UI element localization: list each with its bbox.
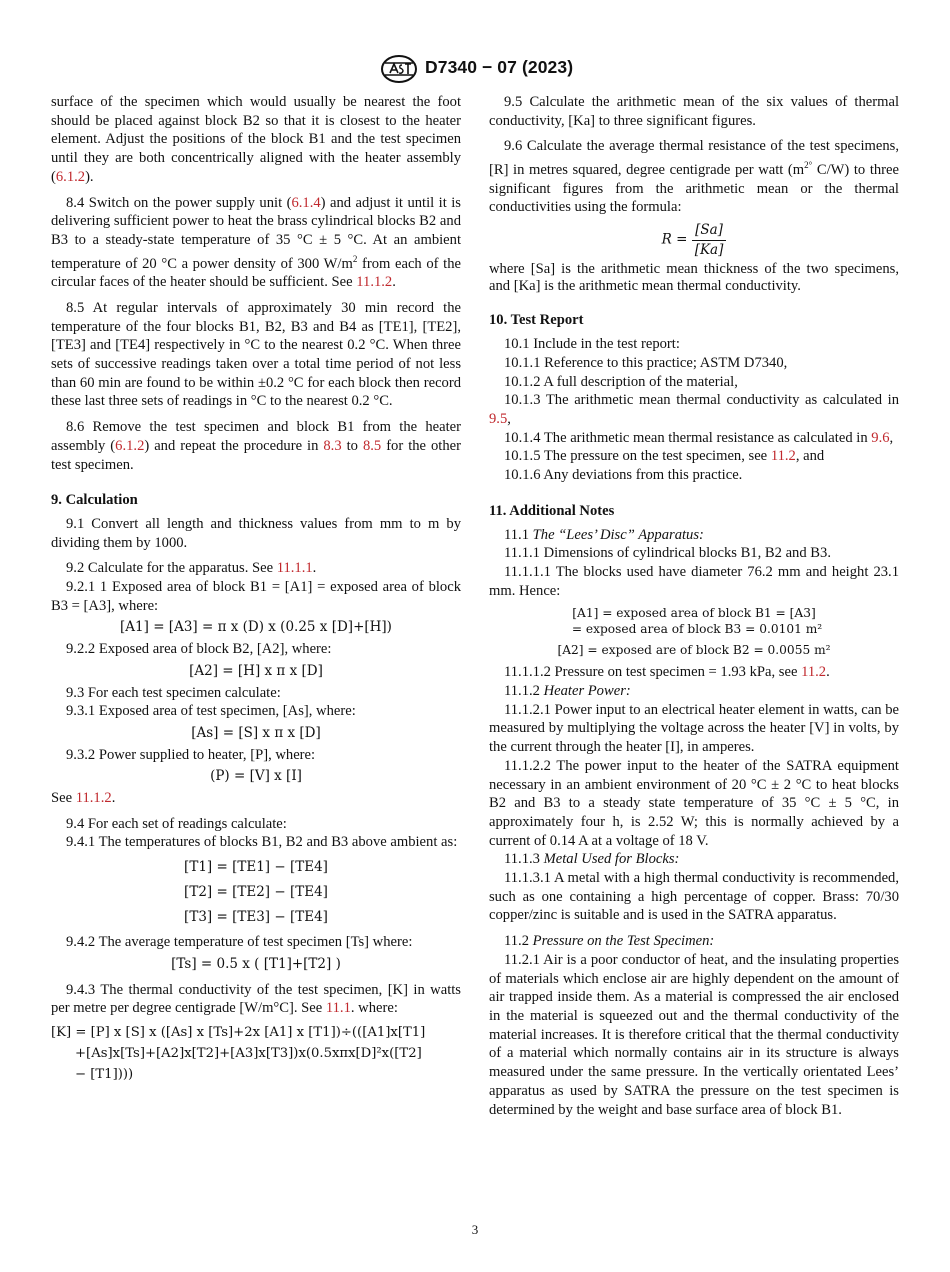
paragraph-9-3: 9.3 For each test specimen calculate: — [66, 684, 281, 701]
equation-block-areas — [489, 605, 899, 637]
paragraph-10-1-3: 10.1.3 The arithmetic mean thermal conductivity as calculated in 9.5, — [489, 392, 899, 427]
paragraph-10-1-5: 10.1.5 The pressure on the test specimen, see 11.2, and — [504, 448, 825, 465]
paragraph-9-4-3: 9.4.3 The thermal conductivity of the test specimen, [K] in watts per metre per degree centigrade [W/m°C]. See 11.1. where: — [51, 981, 461, 1017]
fraction-numerator: [Sa] — [692, 221, 727, 241]
paragraph-8-6: 8.6 Remove the test specimen and block B1 from the heater assembly (6.1.2) and repeat the procedure in 8.3 to 8.5 for the other test specimen. — [51, 419, 461, 473]
fraction-denominator: [Ka] — [694, 241, 724, 258]
astm-logo-icon — [379, 54, 419, 84]
paragraph-11-2: 11.2 Pressure on the Test Specimen: — [504, 933, 715, 950]
ref-link[interactable]: 11.1.1 — [276, 560, 313, 577]
paragraph-11-1: 11.1 The “Lees’ Disc” Apparatus: — [504, 526, 704, 543]
ref-link[interactable]: 8.3 — [323, 437, 342, 454]
equation-k-line: [K] = [P] x [S] x ([As] x [Ts]+2x [A1] x [T1])÷(([A1]x[T1] — [51, 1025, 426, 1041]
section-heading-9: 9. Calculation — [51, 492, 138, 509]
paragraph-11-1-1-1: 11.1.1.1 The blocks used have diameter 76.2 mm and height 23.1 mm. Hence: — [489, 563, 899, 599]
paragraph-9-3-2: 9.3.2 Power supplied to heater, [P], where: — [66, 746, 316, 763]
paragraph-10-1-2: 10.1.2 A full description of the material, — [504, 373, 738, 390]
equation-line: = exposed area of block B3 = 0.0101 m² — [571, 622, 823, 637]
equation-r-label: R = — [661, 231, 688, 248]
paragraph-9-3-1: 9.3.1 Exposed area of test specimen, [As], where: — [66, 703, 356, 720]
ref-link[interactable]: 11.2 — [770, 448, 796, 465]
paragraph-11-1-1: 11.1.1 Dimensions of cylindrical blocks B1, B2 and B3. — [504, 545, 831, 562]
ref-link[interactable]: 9.5 — [489, 411, 508, 427]
page-number: 3 — [471, 1222, 479, 1237]
ref-link[interactable]: 11.2 — [801, 664, 827, 681]
equation-line: [A1] = exposed area of block B1 = [A3] — [572, 606, 816, 621]
ref-link[interactable]: 11.1 — [325, 1000, 351, 1017]
paragraph-11-1-2: 11.1.2 Heater Power: — [504, 683, 631, 700]
paragraph-9-4-1: 9.4.1 The temperatures of blocks B1, B2 and B3 above ambient as: — [66, 834, 458, 851]
ref-link[interactable]: 6.1.4 — [291, 194, 321, 211]
equation-a1: [A1] = [A3] = π x (D) x (0.25 x [D]+[H]) — [120, 619, 392, 636]
ref-link[interactable]: 9.6 — [871, 429, 890, 446]
paragraph-9-2-2: 9.2.2 Exposed area of block B2, [A2], where: — [66, 641, 332, 658]
see-note: See 11.1.2. — [51, 790, 116, 807]
document-id: D7340 − 07 (2023) — [425, 57, 574, 77]
paragraph-8-4: 8.4 Switch on the power supply unit (6.1.4) and adjust it until it is delivering sufficient power to heat the brass cylindrical blocks B2 and B3 to a steady-state temperature of 35 °C ± 5 °C. At an ambient temperature of 20 °C a power density of 300 $W/m^2$ from each of the circular faces of the heater should be sufficient. See 11.1.2. — [51, 194, 461, 291]
paragraph-9-5: 9.5 Calculate the arithmetic mean of the six values of thermal conductivity, [Ka] to three significant figures. — [489, 94, 899, 129]
paragraph-9-2-1: 9.2.1 1 Exposed area of block B1 = [A1] = exposed area of block B3 = [A3], where: — [51, 579, 461, 614]
page-header — [0, 54, 950, 84]
right-column — [489, 93, 899, 1119]
paragraph-11-1-2-1: 11.1.2.1 Power input to an electrical heater element in watts, can be measured by multiplying the voltage across the heater [V] in volts, by the current through the heater [I], in amperes. — [489, 701, 899, 756]
equation-a2: [A2] = [H] x π x [D] — [189, 662, 323, 679]
equation-k-line: +[As]x[Ts]+[A2]x[T2]+[A3]x[T3])x(0.5xπx[D]²x([T2] — [75, 1046, 422, 1062]
equation-k — [51, 1022, 461, 1085]
ref-link[interactable]: 8.5 — [362, 437, 382, 454]
paragraph-10-1-6: 10.1.6 Any deviations from this practice. — [504, 467, 743, 484]
equation-t3: [T3] = [TE3] − [TE4] — [184, 908, 328, 925]
equation-t2: [T2] = [TE2] − [TE4] — [184, 883, 328, 900]
paragraph-11-2-1: 11.2.1 Air is a poor conductor of heat, and the insulating properties of materials which enclose air are highly dependent on the amount of air trapped inside them. As a material is compressed the air enclosed in the material is squeezed out and the thermal conductivity of the material increases. It is therefore critical that the thermal conductivity of a material which normally contains air in its structure is always measured under the same pressure. In the vertically orientated Lees’ apparatus as used by SATRA the pressure on the test specimen is determined by the weight and base surface area of block B1. — [489, 951, 899, 1118]
ref-link[interactable]: 11.1.2 — [356, 274, 393, 291]
equation-ts: [Ts] = 0.5 x ( [T1]+[T2] ) — [171, 955, 341, 972]
paragraph-8-3-cont: surface of the specimen which would usually be nearest the foot should be placed against block B2 so that it is closest to the heater element. Adjust the positions of the block B1 and the test specimen until they are both concentrically aligned with the heater assembly (6.1.2). — [51, 94, 461, 185]
paragraph-9-1: 9.1 Convert all length and thickness values from mm to m by dividing them by 1000. — [51, 515, 461, 551]
equation-a2-value: [A2] = exposed are of block B2 = 0.0055 m² — [557, 643, 831, 658]
left-column — [51, 93, 461, 1089]
equation-t1: [T1] = [TE1] − [TE4] — [184, 859, 328, 876]
paragraph-9-4-2: 9.4.2 The average temperature of test specimen [Ts] where: — [66, 934, 413, 951]
paragraph-11-1-1-2: 11.1.1.2 Pressure on test specimen = 1.93 kPa, see 11.2. — [504, 664, 830, 681]
paragraph-9-6: 9.6 Calculate the average thermal resistance of the test specimens, [R] in metres squared, degree centigrade per watt ($m^{2^\circ}$ C/W) to three significant figures from the arithmetic mean or the thermal conductivities using the formula: — [489, 138, 899, 216]
paragraph-9-4: 9.4 For each set of readings calculate: — [66, 815, 287, 832]
paragraph-9-2: 9.2 Calculate for the apparatus. See 11.1.1. — [66, 560, 317, 577]
ref-link[interactable]: 6.1.2 — [55, 168, 86, 185]
ref-link[interactable]: 11.1.2 — [75, 790, 112, 807]
paragraph-10-1-1: 10.1.1 Reference to this practice; ASTM D7340, — [504, 354, 788, 371]
equation-as: [As] = [S] x π x [D] — [191, 724, 321, 741]
paragraph-10-1-4: 10.1.4 The arithmetic mean thermal resistance as calculated in 9.6, — [504, 429, 894, 446]
paragraph-11-1-3: 11.1.3 Metal Used for Blocks: — [504, 851, 680, 868]
paragraph-11-1-3-1: 11.1.3.1 A metal with a high thermal conductivity is recommended, such as one containing a high percentage of copper. Brass: 70/30 copper/zinc is suitable and is used in the SATRA apparatus. — [489, 870, 899, 924]
paragraph-8-5: 8.5 At regular intervals of approximately 30 min record the temperature of the four blocks B1, B2, B3 and B4 as [TE1], [TE2], [TE3] and [TE4] respectively in °C to the nearest 0.2 °C. When three sets of successive readings taken over a total time period of not less than 60 min are found to be within ±0.2 °C for each block then record these last three sets of readings in °C to the nearest 0.2 °C. — [51, 299, 461, 410]
equation-p: (P) = [V] x [I] — [210, 768, 302, 785]
paragraph-11-1-2-2: 11.1.2.2 The power input to the heater of the SATRA equipment necessary in an ambient environment of 20 °C ± 2 °C to heat blocks B2 and B3 to a steady state temperature of 35 °C ± 5 °C, in approximately four h, is 2.52 W; this is normally achieved by a current of 0.14 A at a voltage of 18 V. — [489, 757, 899, 849]
section-heading-10: 10. Test Report — [489, 312, 584, 329]
ref-link[interactable]: 6.1.2 — [115, 437, 145, 454]
equation-r — [489, 221, 899, 259]
paragraph-10-1: 10.1 Include in the test report: — [504, 336, 680, 353]
equation-k-line: − [T1]))) — [75, 1067, 134, 1083]
fraction — [692, 221, 727, 259]
paragraph-9-6-where: where [Sa] is the arithmetic mean thickness of the two specimens, and [Ka] is the arithmetic mean thermal conductivity. — [489, 261, 899, 294]
section-heading-11: 11. Additional Notes — [489, 502, 615, 519]
